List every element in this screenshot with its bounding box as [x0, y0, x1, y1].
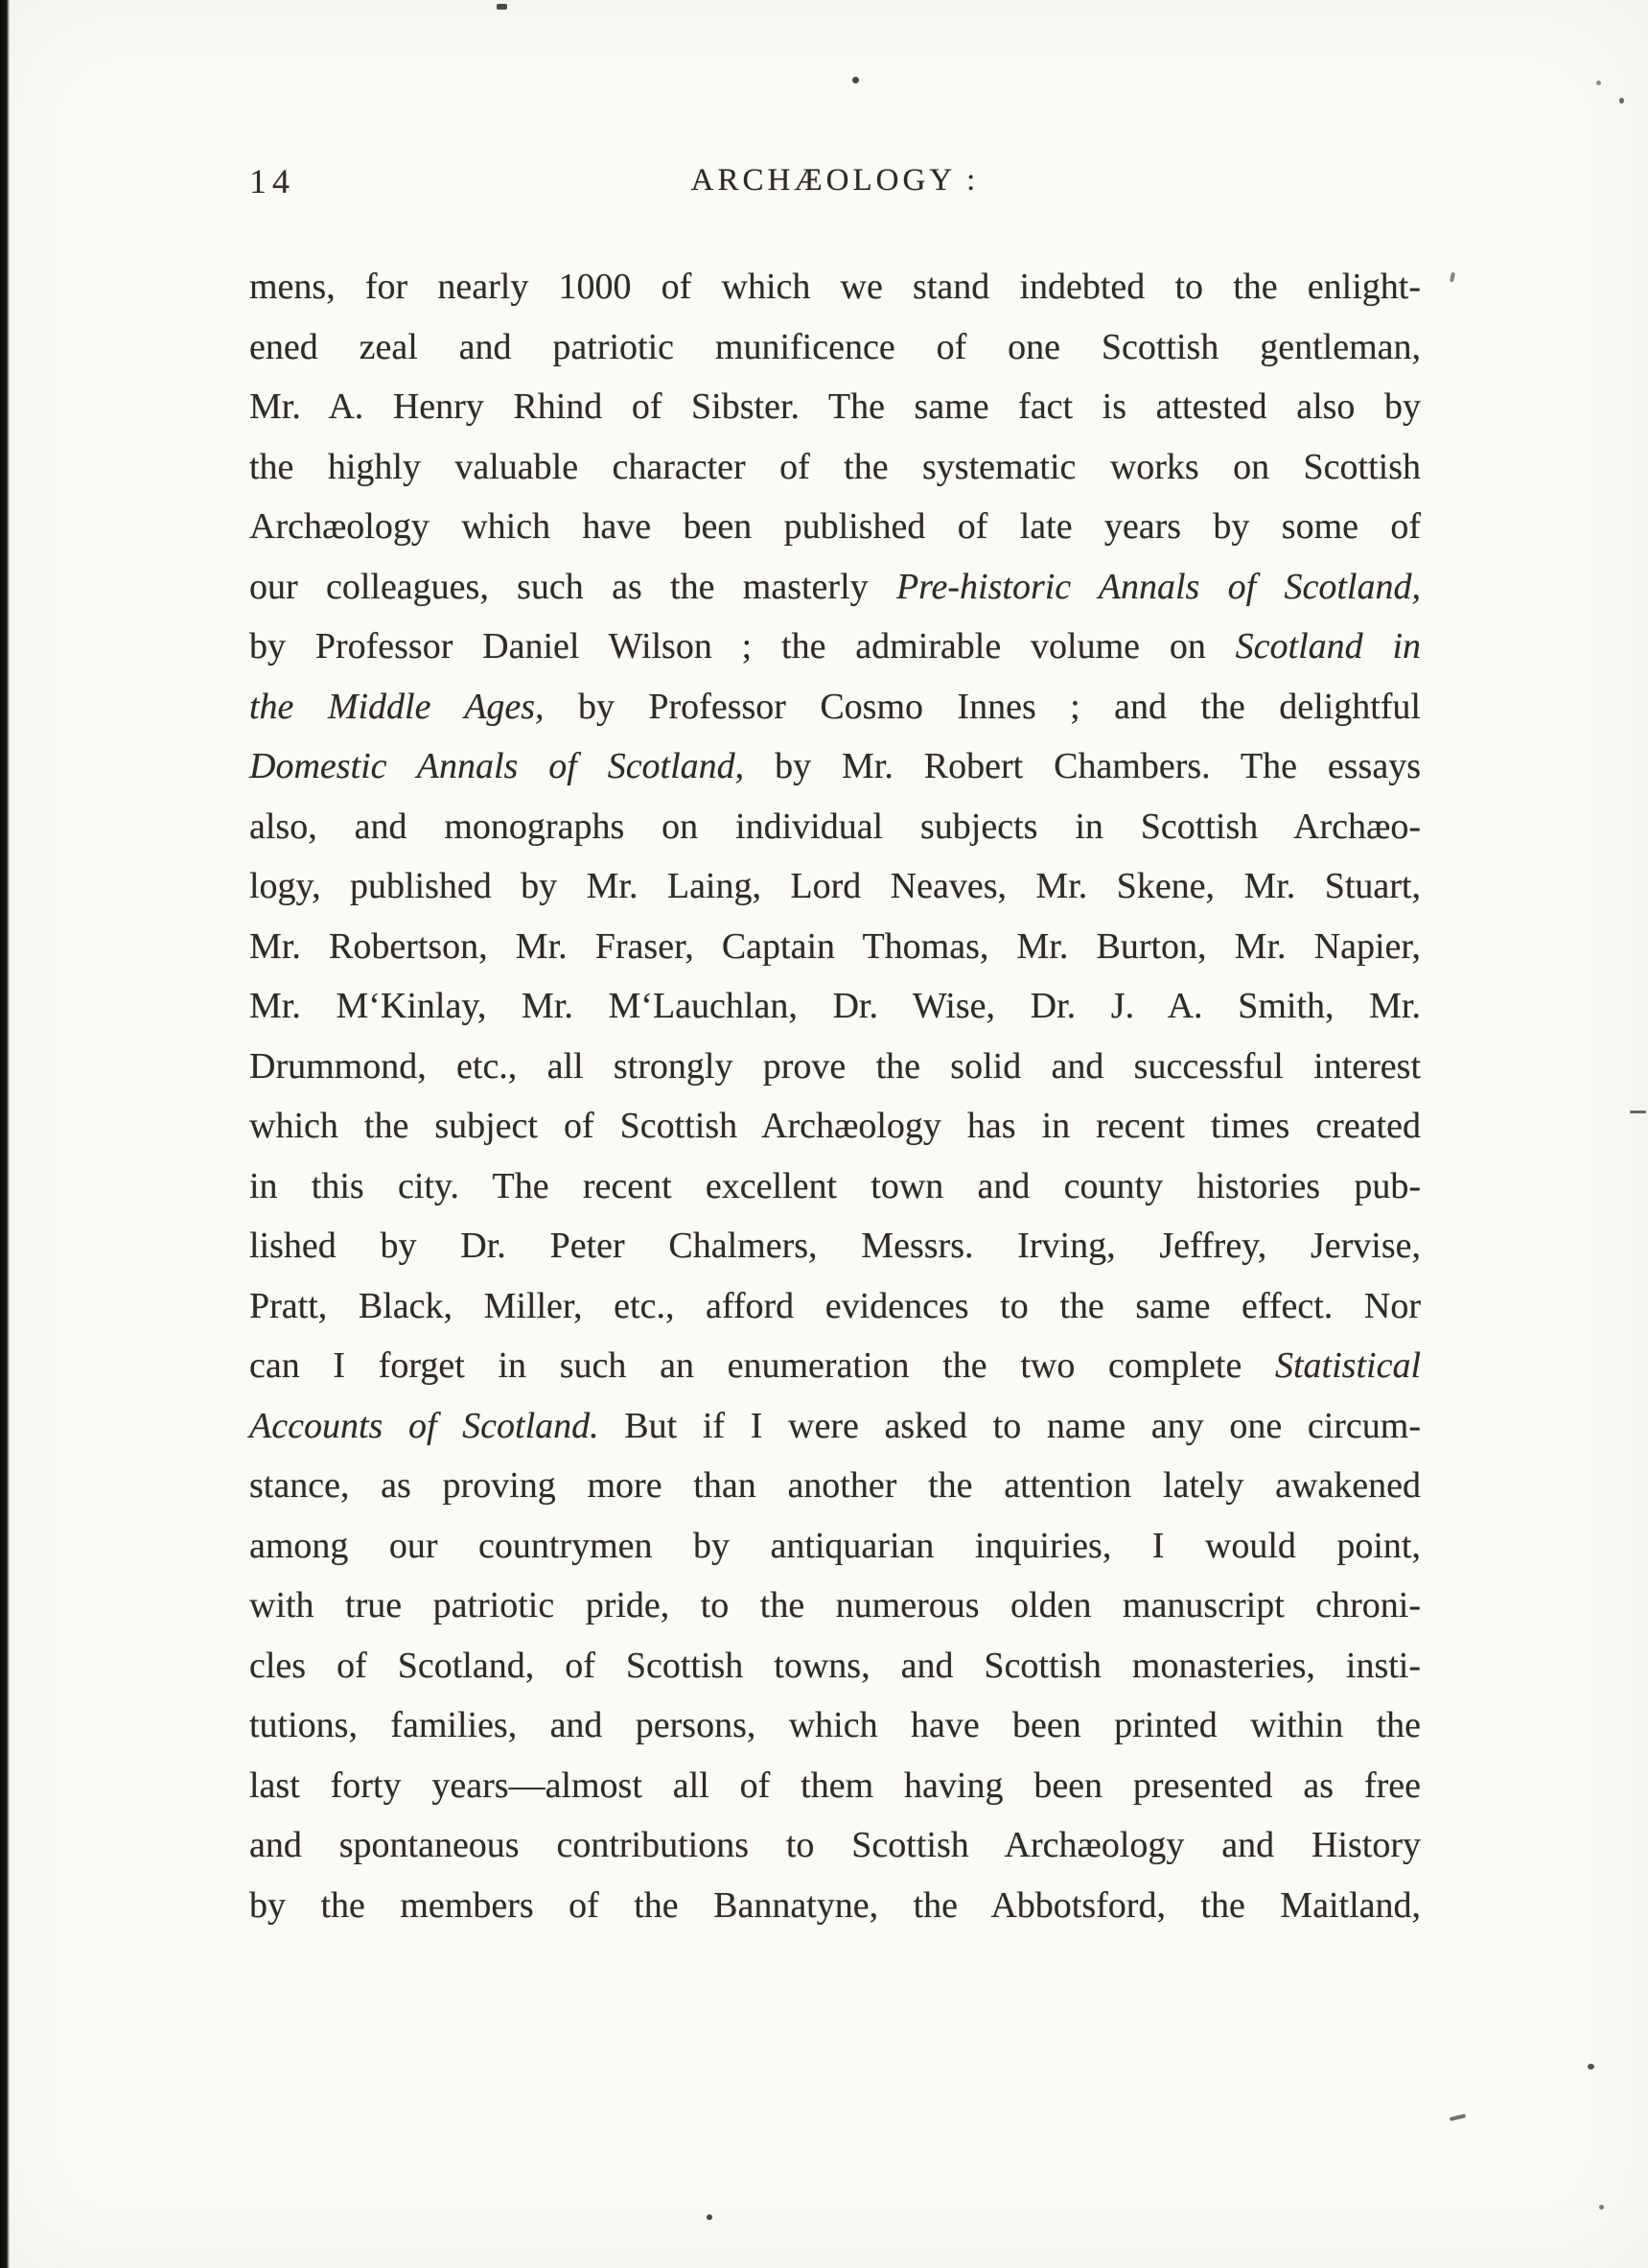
text-segment: the highly valuable character of the systematic works on Scottish: [249, 446, 1421, 487]
italic-text-segment: Pre-historic Annals of Scotland,: [895, 566, 1421, 607]
text-segment: among our countrymen by antiquarian inquiries, I would point,: [249, 1525, 1421, 1566]
scan-speck: [1596, 81, 1601, 85]
scan-speck: [1619, 98, 1624, 104]
italic-text-segment: Statistical: [1275, 1345, 1421, 1386]
text-segment: can I forget in such an enumeration the two complete: [249, 1345, 1275, 1386]
italic-text-segment: the Middle Ages,: [249, 686, 545, 727]
text-segment: stance, as proving more than another the attention lately awakened: [249, 1465, 1421, 1506]
text-line: [249, 497, 1421, 557]
text-line: [249, 1756, 1421, 1816]
scan-speck: [852, 77, 859, 83]
text-line: [249, 856, 1421, 917]
text-segment: by Professor Daniel Wilson ; the admirable volume on: [249, 626, 1236, 666]
text-line: [249, 1876, 1421, 1936]
text-line: [249, 976, 1421, 1037]
page-number: 14: [249, 162, 295, 200]
text-segment: Mr. A. Henry Rhind of Sibster. The same fact is attested also by: [249, 386, 1421, 427]
italic-text-segment: Scotland in: [1235, 626, 1421, 666]
text-line: [249, 1276, 1421, 1337]
text-line: [249, 557, 1421, 618]
text-line: [249, 1636, 1421, 1696]
scan-speck: [1599, 2205, 1604, 2210]
text-line: [249, 617, 1421, 677]
scan-speck: [1450, 2114, 1466, 2121]
text-segment: lished by Dr. Peter Chalmers, Messrs. Irving, Jeffrey, Jervise,: [249, 1226, 1421, 1266]
text-segment: Mr. M‘Kinlay, Mr. M‘Lauchlan, Dr. Wise, Dr. J. A. Smith, Mr.: [249, 986, 1421, 1026]
text-segment: ened zeal and patriotic munificence of one Scottish gentleman,: [249, 326, 1421, 367]
text-segment: also, and monographs on individual subjects in Scottish Archæo-: [249, 806, 1421, 847]
text-segment: with true patriotic pride, to the numerous olden manuscript chroni-: [249, 1585, 1421, 1625]
text-line: [249, 1396, 1421, 1457]
scan-speck: [1630, 1111, 1646, 1113]
text-segment: Pratt, Black, Miller, etc., afford evidences to the same effect. Nor: [249, 1285, 1421, 1326]
scan-speck: [497, 4, 507, 10]
text-line: [249, 1157, 1421, 1217]
text-line: [249, 917, 1421, 977]
scan-gutter-left: [0, 0, 10, 2268]
text-line: [249, 1456, 1421, 1516]
text-line: [249, 1516, 1421, 1577]
text-segment: last forty years—almost all of them having been presented as free: [249, 1765, 1421, 1806]
text-line: [249, 1336, 1421, 1396]
text-segment: Drummond, etc., all strongly prove the solid and successful interest: [249, 1045, 1421, 1087]
text-line: [249, 1096, 1421, 1157]
scan-speck: [1588, 2064, 1594, 2069]
text-segment: by Mr. Robert Chambers. The essays: [744, 746, 1421, 786]
text-segment: logy, published by Mr. Laing, Lord Neaves, Mr. Skene, Mr. Stuart,: [249, 866, 1421, 906]
text-segment: Archæology which have been published of late years by some of: [249, 506, 1421, 547]
page-header: [249, 161, 1421, 207]
text-segment: mens, for nearly 1000 of which we stand indebted to the enlight-: [249, 267, 1421, 307]
body-text: [249, 257, 1421, 1935]
text-segment: our colleagues, such as the masterly: [249, 566, 896, 607]
text-line: [249, 317, 1421, 378]
text-line: [249, 437, 1421, 498]
scan-speck: [1450, 272, 1455, 283]
italic-text-segment: Accounts of Scotland.: [249, 1405, 599, 1446]
text-segment: which the subject of Scottish Archæology has in recent times created: [249, 1106, 1421, 1146]
text-line: [249, 797, 1421, 857]
text-segment: cles of Scotland, of Scottish towns, and Scottish monasteries, insti-: [249, 1645, 1421, 1686]
text-segment: and spontaneous contributions to Scottish Archæology and History: [249, 1825, 1421, 1865]
text-segment: tutions, families, and persons, which have been printed within the: [249, 1705, 1421, 1745]
text-line: [249, 1037, 1421, 1097]
text-segment: in this city. The recent excellent town and county histories pub-: [249, 1165, 1421, 1206]
text-segment: Mr. Robertson, Mr. Fraser, Captain Thomas, Mr. Burton, Mr. Napier,: [249, 925, 1421, 967]
text-line: [249, 737, 1421, 797]
italic-text-segment: Domestic Annals of Scotland,: [249, 746, 745, 786]
text-line: [249, 1576, 1421, 1636]
text-line: [249, 257, 1421, 317]
text-segment: by Professor Cosmo Innes ; and the delightful: [544, 686, 1421, 727]
text-segment: by the members of the Bannatyne, the Abbotsford, the Maitland,: [249, 1884, 1421, 1926]
running-title: ARCHÆOLOGY :: [690, 163, 980, 198]
text-line: [249, 1695, 1421, 1756]
text-line: [249, 1216, 1421, 1276]
scan-speck: [707, 2214, 712, 2220]
text-line: [249, 677, 1421, 737]
text-line: [249, 377, 1421, 437]
text-segment: But if I were asked to name any one circum-: [598, 1405, 1421, 1446]
text-line: [249, 1815, 1421, 1876]
